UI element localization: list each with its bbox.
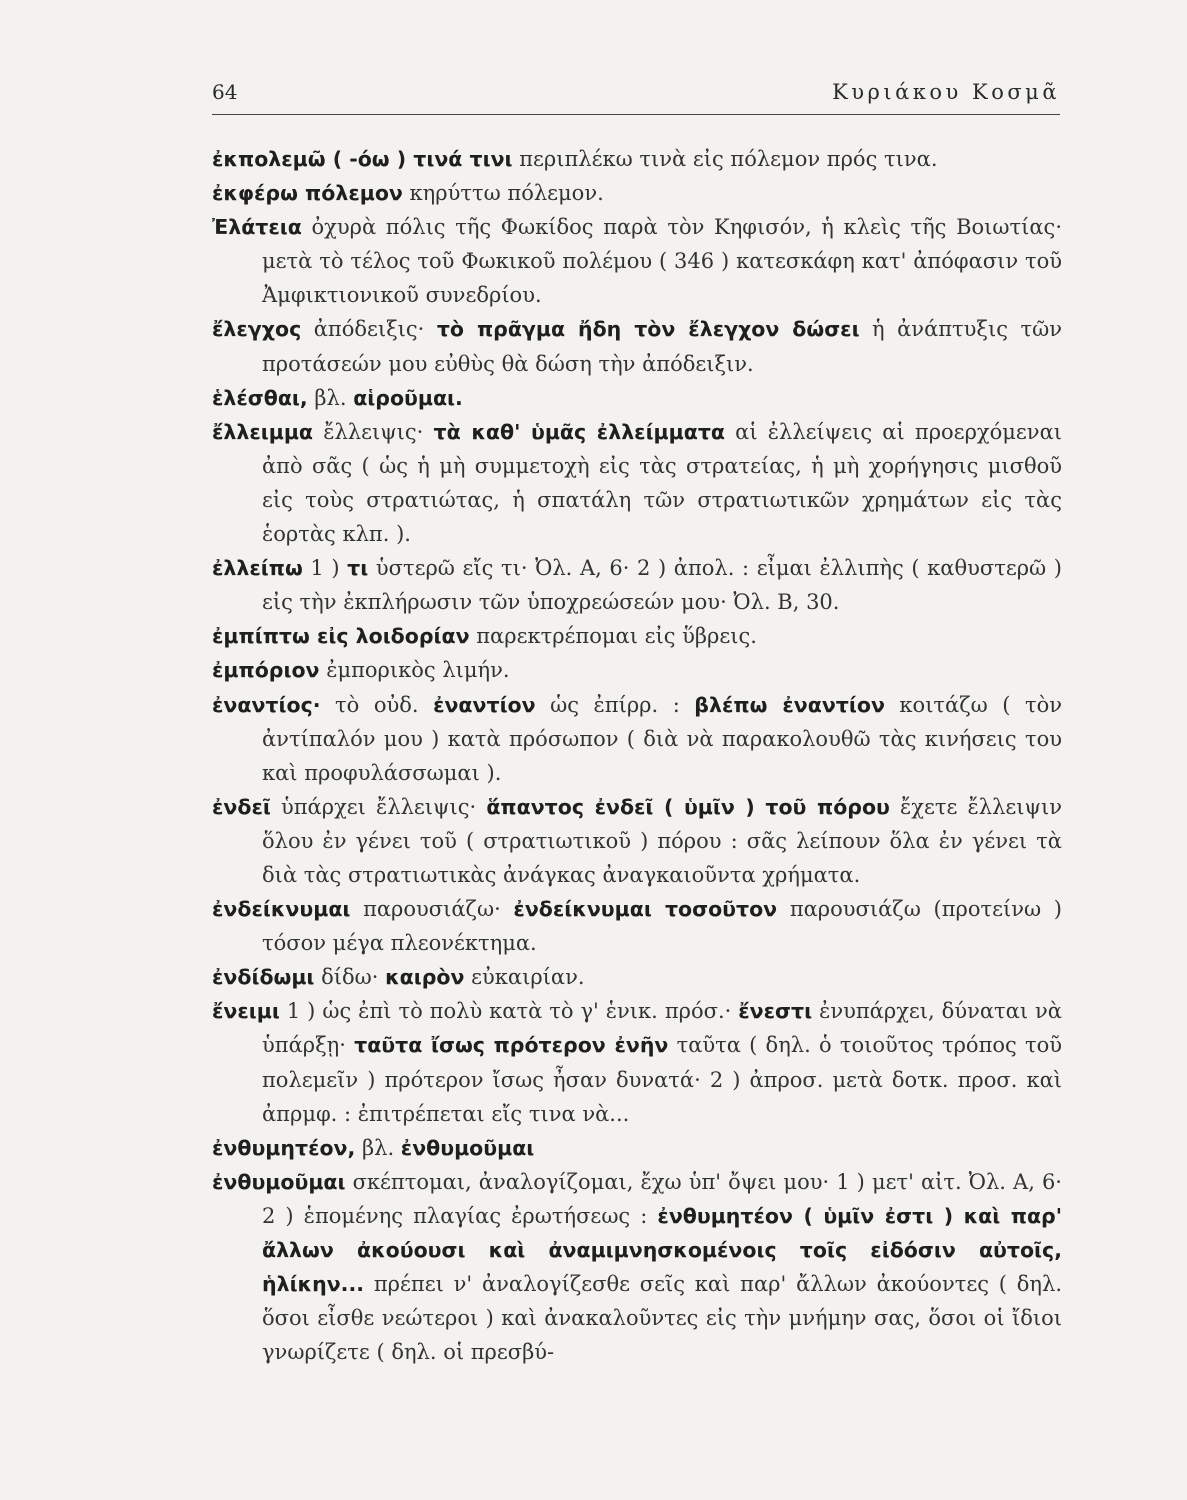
glossary-entry — [212, 176, 1062, 210]
entry-definition: ἔχετε ἔλλειψιν ὅλου ἐν γένει τοῦ ( στρατιωτικοῦ ) πόρου : σᾶς λείπουν ὅλα ἐν γένει τὰ διὰ τὰς στρατιωτικὰς ἀνάγκας ἀναγκαιοῦντα χρήματα. — [262, 794, 1062, 887]
entry-term: τι — [347, 556, 369, 581]
entry-term: ἐνθυμητέον ( ὑμῖν ἐστι ) καὶ παρ' ἄλλων ἀκούουσι καὶ ἀναμιμνησκομένοις τοῖς εἰδόσιν αὐτοῖς, ἡλίκην... — [262, 1203, 1063, 1297]
entry-definition: κηρύττω πόλεμον. — [402, 181, 604, 206]
entry-term: ἐνδείκνυμαι — [212, 897, 351, 922]
entry-term: ἑλέσθαι, — [212, 385, 308, 410]
entry-term: Ἐλάτεια — [212, 215, 302, 240]
running-head: Κυριάκου Κοσμᾶ — [832, 80, 1060, 104]
entry-definition: σκέπτομαι, ἀναλογίζομαι, ἔχω ὑπ' ὄψει μου· 1 ) μετ' αἰτ. Ὀλ. Α, 6· 2 ) ἑπομένης πλαγίας ἐρωτήσεως : — [262, 1169, 1062, 1228]
glossary-entry — [212, 790, 1062, 892]
entry-term: τὰ καθ' ὑμᾶς ἐλλείμματα — [433, 419, 725, 444]
entry-definition: ἔλλειψις· — [313, 419, 434, 444]
glossary-entry — [212, 142, 1062, 176]
entry-definition: ἡ ἀνάπτυξις τῶν προτάσεών μου εὐθὺς θὰ δώση τὴν ἀπόδειξιν. — [262, 317, 1062, 376]
page-number: 64 — [212, 80, 238, 104]
entry-definition: ὑπάρχει ἔλλειψις· — [270, 794, 487, 819]
entry-term: ἐμπόριον — [212, 658, 320, 683]
entry-definition: ὑστερῶ εἴς τι· Ὀλ. Α, 6· 2 ) ἀπολ. : εἶμαι ἐλλιπὴς ( καθυστερῶ ) εἰς τὴν ἐκπλήρωσιν τῶν ὑποχρεώσεών μου· Ὀλ. Β, 30. — [262, 556, 1062, 615]
entry-term: ἐνδεῖ — [212, 794, 271, 819]
entry-term: ἐναντίον — [433, 692, 536, 717]
entry-term: ἔλεγχος — [212, 317, 302, 342]
entry-term: ἐνθυμητέον, — [212, 1135, 356, 1160]
entry-definition: δίδω· — [314, 965, 386, 990]
glossary-entry — [212, 1165, 1062, 1370]
entry-definition: βλ. — [355, 1135, 401, 1160]
entry-definition: εὐκαιρίαν. — [464, 965, 585, 990]
entry-definition: ἀπόδειξις· — [301, 317, 437, 342]
glossary-entry — [212, 551, 1062, 619]
page-header — [212, 78, 1060, 115]
entry-definition: ἐμπορικὸς λιμήν. — [319, 658, 510, 683]
entry-term: αἱροῦμαι. — [353, 385, 463, 410]
entry-term: ἐναντίος· — [212, 692, 321, 717]
entry-definition: ὡς ἐπίρρ. : — [535, 692, 695, 717]
glossary-entry — [212, 653, 1062, 687]
entry-term: ἐκφέρω πόλεμον — [212, 181, 403, 206]
entry-definition: τὸ οὐδ. — [320, 692, 434, 717]
glossary-entry — [212, 688, 1062, 790]
entry-definition: ἐνυπάρχει, δύναται νὰ ὑπάρξῃ· — [262, 999, 1062, 1058]
entry-term: ἐλλείπω — [212, 556, 303, 581]
entry-term: τὸ πρᾶγμα ἤδη τὸν ἔλεγχον δώσει — [436, 317, 860, 342]
entry-definition: παρεκτρέπομαι εἰς ὕβρεις. — [469, 624, 757, 649]
entry-term: ἐνθυμοῦμαι — [212, 1169, 346, 1194]
entry-definition: ταῦτα ( δηλ. ὁ τοιοῦτος τρόπος τοῦ πολεμεῖν ) πρότερον ἴσως ἦσαν δυνατά· 2 ) ἀπροσ. μετὰ δοτκ. προσ. καὶ ἀπρμφ. : ἐπιτρέπεται εἴς τινα νὰ... — [262, 1033, 1063, 1126]
entry-definition: πρέπει ν' ἀναλογίζεσθε σεῖς καὶ παρ' ἄλλων ἀκούοντες ( δηλ. ὅσοι εἶσθε νεώτεροι ) καὶ ἀνακαλοῦντες εἰς τὴν μνήμην σας, ὅσοι οἱ ἴδιοι γνωρίζετε ( δηλ. οἱ πρεσβύ- — [262, 1272, 1062, 1365]
glossary-entry — [212, 619, 1062, 653]
entry-term: ἐνθυμοῦμαι — [400, 1135, 535, 1160]
entry-definition: 1 ) — [302, 556, 348, 581]
glossary-entry — [212, 892, 1062, 960]
glossary-entry — [212, 960, 1062, 994]
entry-term: καιρὸν — [385, 965, 465, 990]
entry-definition: ὀχυρὰ πόλις τῆς Φωκίδος παρὰ τὸν Κηφισόν, ἡ κλεὶς τῆς Βοιωτίας· μετὰ τὸ τέλος τοῦ Φωκικοῦ πολέμου ( 346 ) κατεσκάφη κατ' ἀπόφασιν τοῦ Ἀμφικτιονικοῦ συνεδρίου. — [262, 215, 1062, 308]
glossary-entry — [212, 210, 1062, 312]
entry-definition: περιπλέκω τινὰ εἰς πόλεμον πρός τινα. — [512, 147, 938, 171]
entry-term: βλέπω ἐναντίον — [694, 692, 885, 717]
entry-term: ἔνειμι — [212, 999, 280, 1024]
entry-definition: βλ. — [307, 385, 354, 410]
entry-definition: κοιτάζω ( τὸν ἀντίπαλόν μου ) κατὰ πρόσωπον ( διὰ νὰ παρακολουθῶ τὰς κινήσεις του καὶ προφυλάσσωμαι ). — [262, 692, 1062, 785]
entry-term: ἐμπίπτω εἰς λοιδορίαν — [212, 624, 470, 649]
entry-term: ἐκπολεμῶ ( -όω ) τινά τινι — [212, 147, 513, 171]
entry-term: ταῦτα ἴσως πρότερον ἐνῆν — [354, 1033, 669, 1058]
entry-term: ἐνδείκνυμαι τοσοῦτον — [513, 897, 778, 922]
entry-term: ἔνεστι — [738, 999, 813, 1024]
glossary-entry — [212, 312, 1062, 380]
glossary-entry — [212, 381, 1062, 415]
glossary-entry — [212, 994, 1062, 1130]
entry-term: ἅπαντος ἐνδεῖ ( ὑμῖν ) τοῦ πόρου — [486, 794, 890, 819]
glossary-entry — [212, 1131, 1062, 1165]
entry-definition: 1 ) ὡς ἐπὶ τὸ πολὺ κατὰ τὸ γ' ἑνικ. πρόσ.· — [279, 999, 739, 1024]
entry-definition: παρουσιάζω (προτείνω ) τόσον μέγα πλεονέκτημα. — [262, 897, 1062, 956]
glossary-body — [212, 142, 1062, 1369]
entry-definition: αἱ ἐλλείψεις αἱ προερχόμεναι ἀπὸ σᾶς ( ὡς ἡ μὴ συμμετοχὴ εἰς τὰς στρατείας, ἡ μὴ χορήγησις μισθοῦ εἰς τοὺς στρατιώτας, ἡ σπατάλη τῶν στρατιωτικῶν χρημάτων εἰς τὰς ἑορτὰς κλπ. ). — [262, 419, 1062, 547]
glossary-entry — [212, 415, 1062, 551]
entry-term: ἐνδίδωμι — [212, 965, 315, 990]
entry-term: ἔλλειμμα — [212, 419, 314, 444]
entry-definition: παρουσιάζω· — [350, 897, 514, 922]
